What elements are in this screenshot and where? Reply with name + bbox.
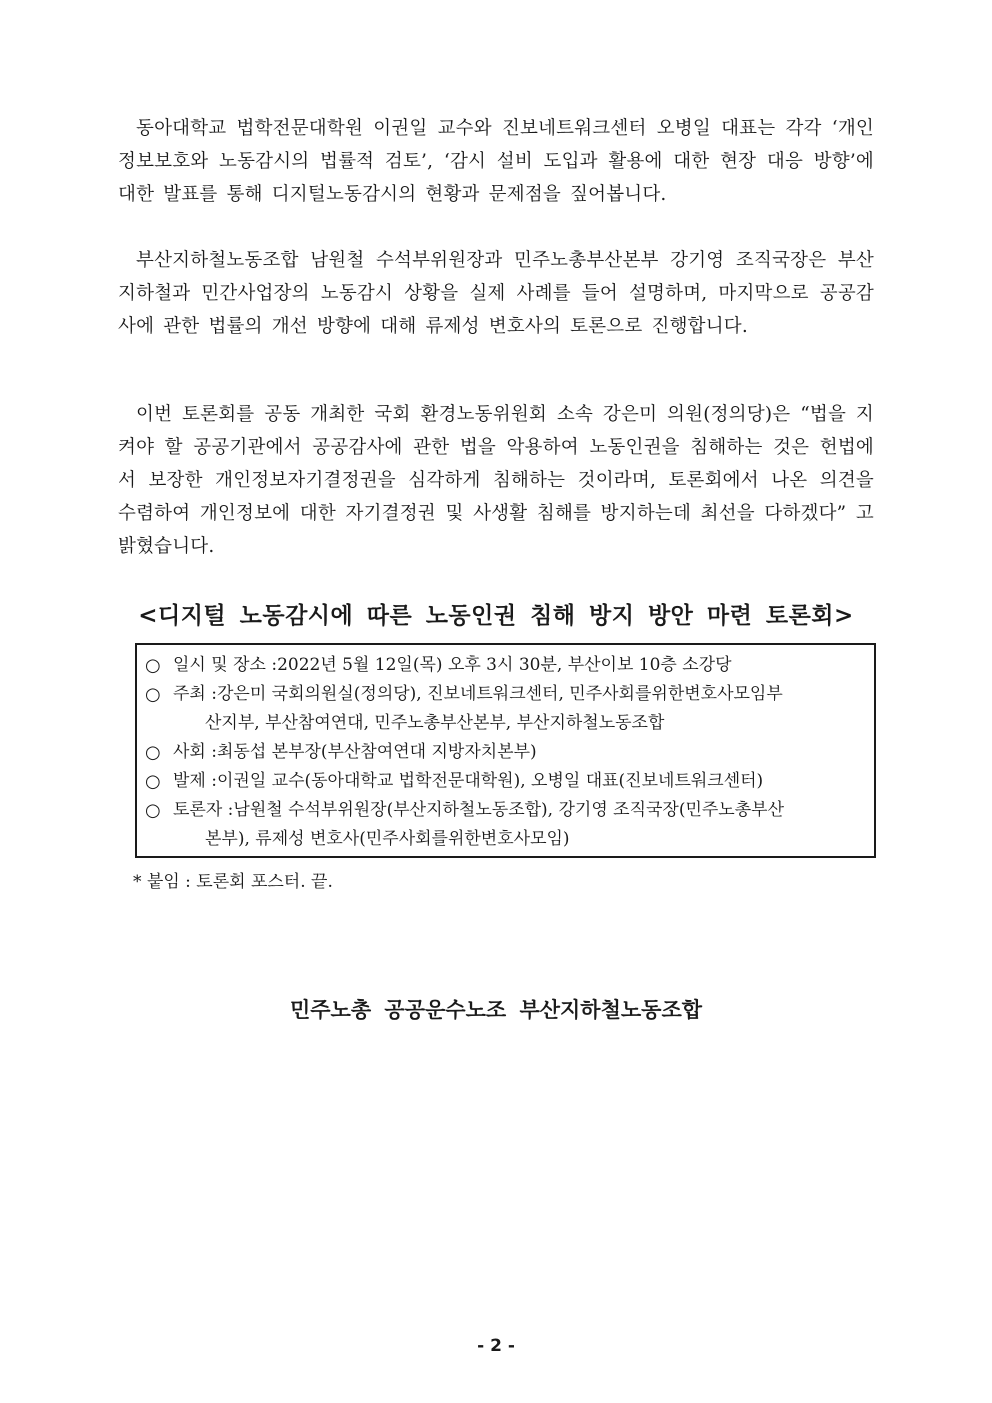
info-item-host-continued xyxy=(145,709,864,738)
info-text-continued: 산지부, 부산참여연대, 민주노총부산본부, 부산지하철노동조합 xyxy=(205,713,665,733)
event-info-box xyxy=(135,643,876,858)
info-text: 이권일 교수(동아대학교 법학전문대학원), 오병일 대표(진보네트워크센터) xyxy=(216,771,764,791)
attachment-note: * 붙임 : 토론회 포스터. 끝. xyxy=(133,872,333,892)
info-item-datetime xyxy=(145,651,864,680)
info-label: 일시 및 장소 : xyxy=(173,655,278,675)
info-label: 토론자 : xyxy=(173,800,234,820)
info-text: 남원철 수석부위원장(부산지하철노동조합), 강기영 조직국장(민주노총부산 xyxy=(233,800,784,820)
organization-name: 민주노총 공공운수노조 부산지하철노동조합 xyxy=(289,998,703,1022)
bullet-circle-icon: ○ xyxy=(145,800,161,821)
info-item-presenters xyxy=(145,767,864,796)
info-item-host xyxy=(145,680,864,709)
page-number: - 2 - xyxy=(477,1336,515,1356)
bullet-circle-icon: ○ xyxy=(145,771,161,792)
info-item-moderator xyxy=(145,738,864,767)
info-label: 사회 : xyxy=(173,742,217,762)
paragraph-discussants: 부산지하철노동조합 남원철 수석부위원장과 민주노총부산본부 강기영 조직국장은 부산지하철과 민간사업장의 노동감시 상황을 실제 사례를 들어 설명하며, 마지막으로 공공감사에 관한 법률의 개선 방향에 대해 류제성 변호사의 토론으로 진행합니다. xyxy=(118,250,874,337)
info-label: 주최 : xyxy=(173,684,217,704)
bullet-circle-icon: ○ xyxy=(145,684,161,705)
event-title: <디지털 노동감시에 따른 노동인권 침해 방지 방안 마련 토론회> xyxy=(138,602,854,629)
bullet-circle-icon: ○ xyxy=(145,655,161,676)
info-item-discussants-continued xyxy=(145,825,864,854)
info-label: 발제 : xyxy=(173,771,217,791)
paragraph-presenters: 동아대학교 법학전문대학원 이권일 교수와 진보네트워크센터 오병일 대표는 각각 ‘개인정보보호와 노동감시의 법률적 검토’, ‘감시 설비 도입과 활용에 대한 현장 대응 방향’에 대한 발표를 통해 디지털노동감시의 현황과 문제점을 짚어봅니다. xyxy=(118,118,874,205)
info-text: 최동섭 본부장(부산참여연대 지방자치본부) xyxy=(216,742,537,762)
bullet-circle-icon: ○ xyxy=(145,742,161,763)
paragraph-lawmaker-quote: 이번 토론회를 공동 개최한 국회 환경노동위원회 소속 강은미 의원(정의당)은 “법을 지켜야 할 공공기관에서 공공감사에 관한 법을 악용하여 노동인권을 침해하는 것은 헌법에서 보장한 개인정보자기결정권을 심각하게 침해하는 것이라며, 토론회에서 나온 의견을 수렴하여 개인정보에 대한 자기결정권 및 사생활 침해를 방지하는데 최선을 다하겠다” 고 밝혔습니다. xyxy=(118,404,874,557)
info-text-continued: 본부), 류제성 변호사(민주사회를위한변호사모임) xyxy=(205,829,570,849)
info-text: 2022년 5월 12일(목) 오후 3시 30분, 부산이보 10층 소강당 xyxy=(277,655,732,675)
info-text: 강은미 국회의원실(정의당), 진보네트워크센터, 민주사회를위한변호사모임부 xyxy=(216,684,783,704)
info-item-discussants xyxy=(145,796,864,825)
